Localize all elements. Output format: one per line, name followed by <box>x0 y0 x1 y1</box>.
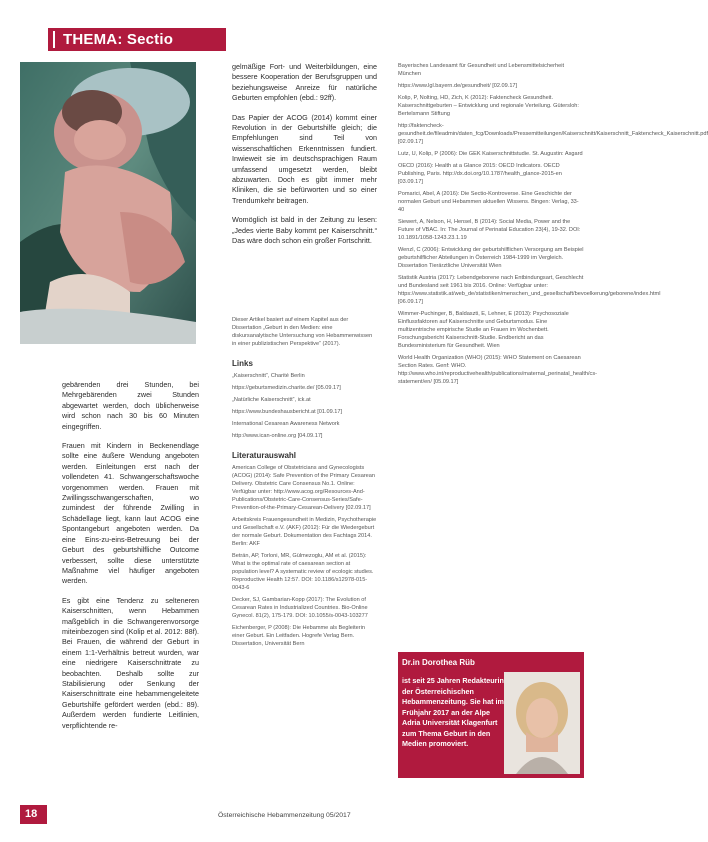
paragraph: Frauen mit Kindern in Beckenendlage sollte eine äußere Wendung angeboten werden. Einleitungen erst nach der vollendeten 41. Schwangerschaftswoche vorgenommen werden. Frauen mit Zwillingsschwangerschaften, wo zumindest der führende Zwilling in Schädellage liegt, kann laut ACOG eine Spontangeburt angeboten werden. Da eine Eins-zu-eins-Betreuung bei der Geburt des geburtshilfliche Outcome verbessert, sollte diese unterstützte Maßnahme viel häufiger angeboten werden. <box>62 441 199 586</box>
link-item: International Cesarean Awareness Network <box>232 421 340 427</box>
link-item: http://www.ican-online.org [04.09.17] <box>232 433 323 439</box>
reference-item: https://www.lgl.bayern.de/gesundheit/ [02.09.17] <box>398 83 518 89</box>
reference-item: Arbeitskreis Frauengesundheit in Medizin, Psychotherapie und Gesellschaft e.V. (AKF) (2012): Für die Wiedergeburt der normale Geburt. Dokumentation des Fachtags 2014. Berlin: AKF <box>232 517 377 547</box>
reference-item: Wimmer-Puchinger, B, Baldaszti, E, Lehner, E (2013): Psychosoziale Einflussfaktoren auf Kaiserschnitte und Geburtsmodus. Eine multizentrische empirische Studie an Frauen im Wochenbett. Forschungsbericht Kaiserschnitt-Studie. Endbericht an das Bundesministerium für Gesundheit. Wien <box>398 311 569 349</box>
paragraph: Es gibt eine Tendenz zu selteneren Kaiserschnitten, wenn Hebammen maßgeblich in die Schwangerenvorsorge miteinbezogen sind (Kolip et al. 2012: 88f). Bei Frauen, die während der Geburt in einem 1:1-Verhältnis betreut wurden, war eine niedrigere Kaiserschnittrate zu beobachten. Deshalb sollte zur Stabilisierung oder Senkung der Kaiserschnittrate eine hebammengeleitete Geburtshilfe gefördert werden (ebd.: 89). Außerdem werden fundierte Leitlinien, verpflichtende re- <box>62 595 199 730</box>
dissertation-note: Dieser Artikel basiert auf einem Kapitel aus der Dissertation „Geburt in den Medien: eine diskursanalytische Untersuchung von Hebammenwissen in einer publizistischen Perspektive“ (2017). <box>232 317 373 347</box>
section-header <box>48 28 226 51</box>
body-column-1 <box>62 380 199 740</box>
reference-item: Decker, SJ, Gambarian-Kopp (2017): The Evolution of Cesarean Rates in Industrialized Countries. Bio-Online Gynecol. 81(2), 175-179. DOI: 10.1055/s-0043-103277 <box>232 597 368 619</box>
author-portrait <box>504 672 580 774</box>
reference-item: Bayerisches Landesamt für Gesundheit und Lebensmittelsicherheit München <box>398 63 565 77</box>
references-column <box>398 62 708 390</box>
paragraph: Das Papier der ACOG (2014) kommt einer Revolution in der Geburtshilfe gleich; die Empfehlungen sind Teil von wissenschaftlichen Erkenntnissen fundiert. Inwieweit sie im deutschsprachigen Raum umfassend umgesetzt werden, bleibt abzuwarten. Doch es gibt immer mehr Kliniken, die sie befürworten und so einer Trendumkehr beitragen. <box>232 112 377 205</box>
body-column-2 <box>232 62 377 256</box>
reference-item: Betrán, AP, Torloni, MR, Gülmezoglu, AM et al. (2015): What is the optimal rate of caesarean section at population level? A systematic review of ecologic studies. Reproductive Health 12:57. DOI: 10.1186/s12978-015-0043-6 <box>232 553 374 591</box>
journal-footer: Österreichische Hebammenzeitung 05/2017 <box>218 812 351 819</box>
reference-item: American College of Obstetricians and Gynecologists (ACOG) (2014): Safe Prevention of the Primary Cesarean Delivery. Obstetric Care Consensus No.1. Online: Verfügbar unter: http://www.acog.org/Resources-And-Publications/Obstetric-Care-Consensus-Series/Safe-Prevention-of-the-Primary-Cesarean-Delivery [02.09.17] <box>232 465 376 511</box>
link-item: https://www.bundeshausbericht.at [01.09.17] <box>232 409 343 415</box>
reference-item: http://faktencheck-gesundheit.de/fileadmin/daten_fcg/Downloads/Pressemitteilungen/Kaiserschnitt/Kaiserschnitt_Faktencheck_Kaiserschnitt.pdf [02.09.17] <box>398 123 708 145</box>
reference-item: OECD (2016): Health at a Glance 2015: OECD Indicators. OECD Publishing, Paris. http://dx.doi.org/10.1787/health_glance-2015-en [03.09.17] <box>398 163 562 185</box>
header-divider <box>53 31 55 48</box>
author-name: Dr.in Dorothea Rüb <box>402 658 475 667</box>
paragraph: Womöglich ist bald in der Zeitung zu lesen: „Jedes vierte Baby kommt per Kaiserschnitt.“ Das wäre doch schon ein großer Fortschritt. <box>232 215 377 246</box>
reference-item: Statistik Austria (2017): Lebendgeborene nach Entbindungsart, Geschlecht und Bundesland seit 1961 bis 2016. Online: Verfügbar unter: https://www.statistik.at/web_de/statistiken/menschen_und_gesellschaft/bevoelkerung/geborene/index.html [06.09.17] <box>398 275 661 305</box>
reference-item: Siewert, A, Nelson, H, Hensel, B (2014): Social Media, Power and the Future of VBAC. In: The Journal of Perinatal Education 23(4), 19-32. DOI: 10.1891/1058-1243.23.1.19 <box>398 219 581 241</box>
link-item: https://geburtsmedizin.charite.de/ [05.09.17] <box>232 385 341 391</box>
reference-item: Kolip, P, Nolting, HD, Zich, K (2012): Faktencheck Gesundheit. Kaiserschnittgeburten – Entwicklung und regionale Verteilung. Gütersloh: Bertelsmann Stiftung <box>398 95 579 117</box>
section-title: THEMA: Sectio <box>63 31 174 48</box>
column-2-notes <box>232 316 377 652</box>
newborn-photo <box>20 62 196 344</box>
reference-item: Lutz, U, Kolip, P (2006): Die GEK Kaiserschnittstudie. St. Augustin: Asgard <box>398 151 583 157</box>
author-bio: ist seit 25 Jahren Redakteurin der Österreichischen Hebammenzeitung. Sie hat im Frühjahr 2017 an der Alpe Adria Universität Klagenfurt zum Thema Geburt in den Medien promoviert. <box>402 676 504 748</box>
paragraph: gebärenden drei Stunden, bei Mehrgebärenden zwei Stunden abgewartet werden, doch üblicherweise wird schon nach 30 bis 60 Minuten eingegriffen. <box>62 380 199 431</box>
link-item: „Natürliche Kaiserschnitt“, ick.at <box>232 397 311 403</box>
reference-item: Pomarici, Abel, A (2016): Die Sectio-Kontroverse. Eine Geschichte der normalen Geburt und Hebammen aktuellen Wissens. Bingen: Verlag, 33-40 <box>398 191 579 213</box>
page-number-badge <box>20 805 47 824</box>
link-item: „Kaiserschnitt“, Charité Berlin <box>232 373 305 379</box>
literature-heading: Literaturauswahl <box>232 451 297 460</box>
links-list <box>232 372 377 440</box>
reference-item: World Health Organization (WHO) (2015): WHO Statement on Caesarean Section Rates. Genf: WHO. http://www.who.int/reproductivehealth/publications/maternal_perinatal_health/cs-statement/en/ [05.09.17] <box>398 355 598 385</box>
page-number: 18 <box>25 808 38 820</box>
literature-list <box>232 464 377 648</box>
author-box <box>398 652 584 778</box>
reference-item: Wenzl, C (2006): Entwicklung der geburtshilflichen Versorgung am Beispiel geburtshilflicher Abteilungen in Österreich 1984-1999 im Vergleich. Dissertation Tierärztliche Universität Wien <box>398 247 584 269</box>
links-heading: Links <box>232 359 253 368</box>
paragraph: gelmäßige Fort- und Weiterbildungen, eine bessere Kooperation der Berufsgruppen und beziehungsweise Anreize für natürliche Geburten empfohlen (ebd.: 92ff). <box>232 62 377 103</box>
reference-item: Eichenberger, P (2008): Die Hebamme als Begleiterin einer Geburt. Ein Leitfaden. Hogrefe Verlag Bern. Dissertation, Universität Bern <box>232 625 365 647</box>
